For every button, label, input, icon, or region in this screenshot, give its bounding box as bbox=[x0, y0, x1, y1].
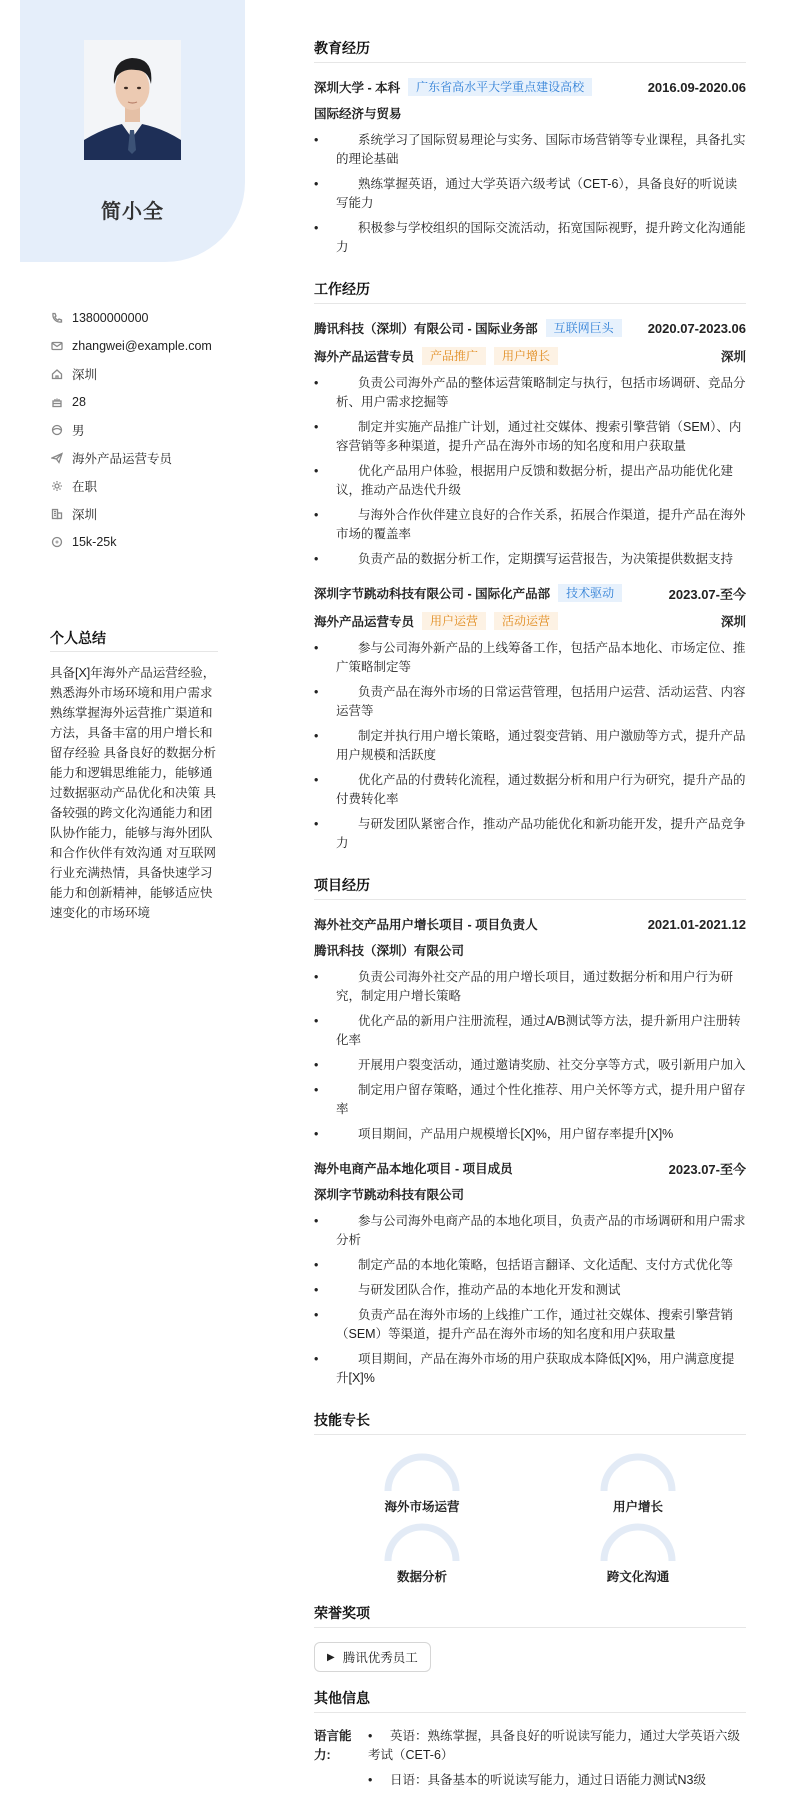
major: 国际经济与贸易 bbox=[314, 107, 402, 121]
avatar-photo bbox=[84, 40, 181, 160]
work-date: 2020.07-2023.06 bbox=[647, 320, 746, 336]
contact-email bbox=[50, 332, 212, 360]
mail-icon bbox=[50, 339, 64, 353]
list-item: • 制定并执行用户增长策略，通过裂变营销、用户激励等方式，提升产品用户规模和活跃度 bbox=[336, 727, 746, 765]
skill-item bbox=[314, 1521, 530, 1585]
list-item: • 熟练掌握英语，通过大学英语六级考试（CET-6），具备良好的听说读写能力 bbox=[336, 175, 746, 213]
work-section bbox=[314, 279, 746, 853]
role-tag: 活动运营 bbox=[494, 612, 558, 630]
contact-status bbox=[50, 472, 212, 500]
project-company: 腾讯科技（深圳）有限公司 bbox=[314, 944, 465, 958]
contact-salary bbox=[50, 528, 212, 556]
phone-value: 13800000000 bbox=[72, 311, 149, 325]
status-icon bbox=[50, 479, 64, 493]
role-title: 海外产品运营专员 bbox=[314, 350, 415, 364]
role-tag: 用户运营 bbox=[422, 612, 486, 630]
skill-label: 海外市场运营 bbox=[384, 1500, 460, 1514]
contact-gender bbox=[50, 416, 212, 444]
gender-icon bbox=[50, 423, 64, 437]
education-entry bbox=[314, 77, 746, 257]
role-row bbox=[314, 346, 746, 366]
project-date: 2021.01-2021.12 bbox=[647, 916, 746, 932]
age-value: 28 bbox=[72, 395, 86, 409]
project-bullets bbox=[314, 968, 746, 1144]
work-bullets bbox=[314, 374, 746, 569]
salary-value: 15k-25k bbox=[72, 535, 117, 549]
skill-gauge bbox=[382, 1521, 462, 1563]
list-item: • 优化产品用户体验，根据用户反馈和数据分析，提出产品功能优化建议，推动产品迭代升级 bbox=[336, 462, 746, 500]
work-header bbox=[314, 318, 746, 338]
company-name: 腾讯科技（深圳）有限公司 - 国际业务部 bbox=[314, 322, 538, 336]
work-entry bbox=[314, 318, 746, 569]
building-icon bbox=[50, 507, 64, 521]
education-title: 教育经历 bbox=[314, 38, 746, 63]
role-tag: 用户增长 bbox=[494, 347, 558, 365]
award-item[interactable] bbox=[314, 1642, 431, 1672]
project-name: 海外电商产品本地化项目 - 项目成员 bbox=[314, 1162, 513, 1176]
position-value: 海外产品运营专员 bbox=[72, 452, 173, 466]
project-date: 2023.07-至今 bbox=[668, 1161, 746, 1177]
project-header bbox=[314, 1158, 746, 1178]
award-label: 腾讯优秀员工 bbox=[342, 1651, 418, 1665]
skills-title: 技能专长 bbox=[314, 1410, 746, 1435]
main-content bbox=[314, 38, 746, 1818]
work-entry bbox=[314, 583, 746, 853]
work-title: 工作经历 bbox=[314, 279, 746, 304]
work-date: 2023.07-至今 bbox=[668, 586, 746, 602]
list-item: • 制定并实施产品推广计划，通过社交媒体、搜索引擎营销（SEM）、内容营销等多种渠道，提升产品在海外市场的知名度和用户获取量 bbox=[336, 418, 746, 456]
candidate-name: 简小全 bbox=[101, 201, 164, 223]
language-row bbox=[314, 1727, 746, 1796]
skills-section bbox=[314, 1410, 746, 1591]
school-tag: 广东省高水平大学重点建设高校 bbox=[408, 78, 592, 96]
list-item: • 制定用户留存策略，通过个性化推荐、用户关怀等方式，提升用户留存率 bbox=[336, 1081, 746, 1119]
project-entry bbox=[314, 914, 746, 1144]
project-name: 海外社交产品用户增长项目 - 项目负责人 bbox=[314, 918, 538, 932]
work-header bbox=[314, 583, 746, 603]
gender-value: 男 bbox=[72, 424, 85, 438]
list-item: • 与研发团队紧密合作，推动产品功能优化和新功能开发，提升产品竞争力 bbox=[336, 815, 746, 853]
list-item: • 积极参与学校组织的国际交流活动，拓宽国际视野，提升跨文化沟通能力 bbox=[336, 219, 746, 257]
list-item: • 开展用户裂变活动，通过邀请奖励、社交分享等方式，吸引新用户加入 bbox=[336, 1056, 746, 1075]
language-label: 语言能力: bbox=[314, 1729, 352, 1762]
list-item: • 参与公司海外电商产品的本地化项目，负责产品的市场调研和用户需求分析 bbox=[336, 1212, 746, 1250]
work-city: 深圳 bbox=[720, 615, 746, 629]
list-item: • 日语：具备基本的听说读写能力，通过日语能力测试N3级 bbox=[368, 1771, 746, 1790]
education-bullets bbox=[314, 131, 746, 257]
skills-grid bbox=[314, 1449, 746, 1591]
sidebar bbox=[0, 0, 260, 1670]
list-item: • 项目期间，产品用户规模增长[X]%，用户留存率提升[X]% bbox=[336, 1125, 746, 1144]
skill-label: 数据分析 bbox=[396, 1570, 447, 1584]
skill-gauge bbox=[598, 1451, 678, 1493]
list-item: • 优化产品的付费转化流程，通过数据分析和用户行为研究，提升产品的付费转化率 bbox=[336, 771, 746, 809]
role-row bbox=[314, 611, 746, 631]
list-item: • 系统学习了国际贸易理论与实务、国际市场营销等专业课程，具备扎实的理论基础 bbox=[336, 131, 746, 169]
project-bullets bbox=[314, 1212, 746, 1388]
role-title: 海外产品运营专员 bbox=[314, 615, 415, 629]
summary-text: 具备[X]年海外产品运营经验，熟悉海外市场环境和用户需求 熟练掌握海外运营推广渠道和方法，具备丰富的用户增长和留存经验 具备良好的数据分析能力和逻辑思维能力，能够通过数据驱动产品优化和决策 具备较强的跨文化沟通能力和团队协作能力，能够与海外团队和合作伙伴有效沟通 对互联网行业充满热情，具备快速学习能力和创新精神，能够适应快速变化的市场环境 bbox=[50, 666, 216, 920]
role-tag: 产品推广 bbox=[422, 347, 486, 365]
contact-city bbox=[50, 500, 212, 528]
project-entry bbox=[314, 1158, 746, 1388]
list-item: • 负责产品的数据分析工作，定期撰写运营报告，为决策提供数据支持 bbox=[336, 550, 746, 569]
location-value: 深圳 bbox=[72, 368, 98, 382]
skill-label: 用户增长 bbox=[612, 1500, 663, 1514]
awards-title: 荣誉奖项 bbox=[314, 1603, 746, 1628]
skill-item bbox=[530, 1451, 746, 1515]
salary-icon bbox=[50, 535, 64, 549]
skill-gauge bbox=[382, 1451, 462, 1493]
skill-item bbox=[314, 1451, 530, 1515]
awards-section bbox=[314, 1603, 746, 1672]
education-date: 2016.09-2020.06 bbox=[647, 79, 746, 95]
city-value: 深圳 bbox=[72, 508, 98, 522]
list-item: • 与研发团队合作，推动产品的本地化开发和测试 bbox=[336, 1281, 746, 1300]
company-name: 深圳字节跳动科技有限公司 - 国际化产品部 bbox=[314, 587, 551, 601]
age-icon bbox=[50, 395, 64, 409]
contact-age bbox=[50, 388, 212, 416]
other-title: 其他信息 bbox=[314, 1688, 746, 1713]
skill-label: 跨文化沟通 bbox=[606, 1570, 670, 1584]
list-item: • 与海外合作伙伴建立良好的合作关系，拓展合作渠道，提升产品在海外市场的覆盖率 bbox=[336, 506, 746, 544]
list-item: • 英语：熟练掌握，具备良好的听说读写能力，通过大学英语六级考试（CET-6） bbox=[368, 1727, 746, 1765]
education-section bbox=[314, 38, 746, 257]
list-item: • 项目期间，产品在海外市场的用户获取成本降低[X]%，用户满意度提升[X]% bbox=[336, 1350, 746, 1388]
phone-icon bbox=[50, 311, 64, 325]
contact-phone bbox=[50, 304, 212, 332]
company-tag: 互联网巨头 bbox=[546, 319, 622, 337]
list-item: • 负责公司海外社交产品的用户增长项目，通过数据分析和用户行为研究，制定用户增长策略 bbox=[336, 968, 746, 1006]
project-header bbox=[314, 914, 746, 934]
summary-title: 个人总结 bbox=[50, 628, 218, 652]
projects-title: 项目经历 bbox=[314, 875, 746, 900]
list-item: • 负责产品在海外市场的日常运营管理，包括用户运营、活动运营、内容运营等 bbox=[336, 683, 746, 721]
list-item: • 负责产品在海外市场的上线推广工作，通过社交媒体、搜索引擎营销（SEM）等渠道，提升产品在海外市场的知名度和用户获取量 bbox=[336, 1306, 746, 1344]
projects-section bbox=[314, 875, 746, 1388]
contact-position bbox=[50, 444, 212, 472]
work-city: 深圳 bbox=[720, 350, 746, 364]
skill-item bbox=[530, 1521, 746, 1585]
school-name: 深圳大学 - 本科 bbox=[314, 81, 401, 95]
list-item: • 参与公司海外新产品的上线筹备工作，包括产品本地化、市场定位、推广策略制定等 bbox=[336, 639, 746, 677]
contact-list bbox=[50, 304, 212, 556]
project-company: 深圳字节跳动科技有限公司 bbox=[314, 1188, 465, 1202]
company-tag: 技术驱动 bbox=[558, 584, 622, 602]
list-item: • 制定产品的本地化策略，包括语言翻译、文化适配、支付方式优化等 bbox=[336, 1256, 746, 1275]
work-bullets bbox=[314, 639, 746, 853]
send-icon bbox=[50, 451, 64, 465]
education-header bbox=[314, 77, 746, 97]
contact-location bbox=[50, 360, 212, 388]
list-item: • 负责公司海外产品的整体运营策略制定与执行，包括市场调研、竞品分析、用户需求挖掘等 bbox=[336, 374, 746, 412]
list-item: • 优化产品的新用户注册流程，通过A/B测试等方法，提升新用户注册转化率 bbox=[336, 1012, 746, 1050]
home-icon bbox=[50, 367, 64, 381]
language-list bbox=[368, 1727, 746, 1796]
email-value: zhangwei@example.com bbox=[72, 339, 212, 353]
status-value: 在职 bbox=[72, 480, 98, 494]
other-section bbox=[314, 1688, 746, 1796]
play-triangle-icon: ▶ bbox=[327, 1651, 335, 1663]
skill-gauge bbox=[598, 1521, 678, 1563]
